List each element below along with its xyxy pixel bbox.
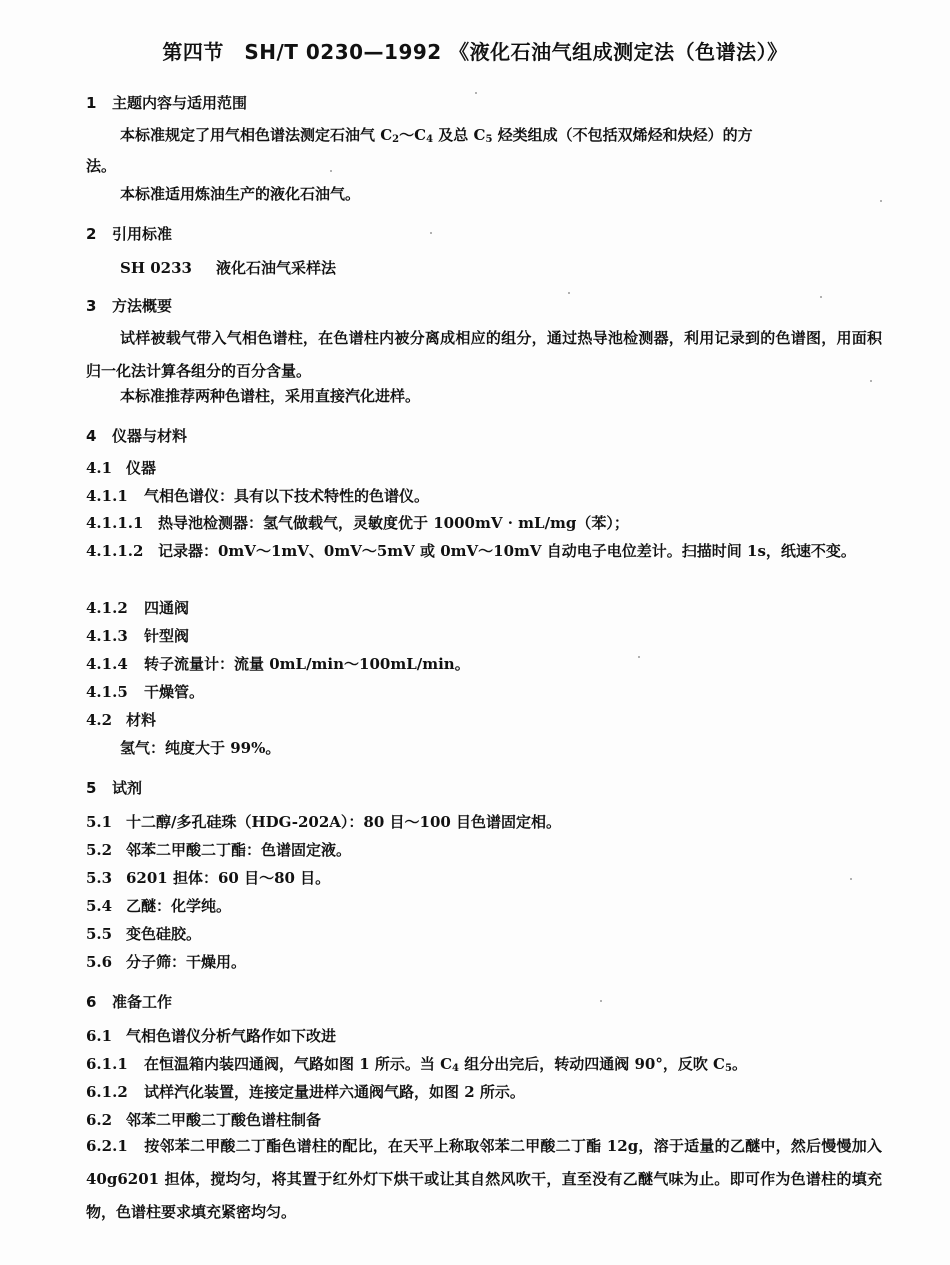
clause-text: 转子流量计：流量 0mL/min～100mL/min。: [144, 655, 470, 673]
section-number: 1: [86, 94, 97, 112]
scan-speck: [870, 380, 872, 382]
paragraph-scope-line-2: [86, 156, 116, 176]
reagent-item: [86, 952, 246, 972]
reference-standard: [120, 258, 336, 278]
section-title: 引用标准: [112, 225, 173, 243]
scan-speck: [430, 232, 432, 234]
subscript: 4: [426, 134, 434, 145]
subscript: 5: [725, 1063, 732, 1074]
clause-number: 5.6: [86, 953, 113, 971]
clause-text: 干燥管。: [144, 683, 205, 701]
clause-number: 6.1.1: [86, 1055, 128, 1073]
clause-text: 记录器：0mV～1mV、0mV～5mV 或 0mV～10mV 自动电子电位差计。扫描时间 1s，纸速不变。: [158, 542, 856, 560]
clause-number: 6.1: [86, 1027, 113, 1045]
text-run: 及总 C: [433, 126, 486, 144]
page-title: 第四节 SH/T 0230—1992 《液化石油气组成测定法（色谱法）》: [162, 40, 788, 64]
clause-4-1-1-1: [86, 513, 629, 533]
clause-4-1-4: [86, 654, 470, 674]
clause-4-2: [86, 710, 156, 730]
clause-number: 5.3: [86, 869, 113, 887]
clause-text: 十二醇/多孔硅珠（HDG-202A）：80 目～100 目色谱固定相。: [126, 813, 562, 831]
clause-text: 针型阀: [144, 627, 190, 645]
clause-number: 4.1.4: [86, 655, 128, 673]
section-title: 试剂: [112, 779, 143, 797]
text-run: 。: [731, 1055, 747, 1073]
scan-speck: [600, 1000, 602, 1002]
text-run: 法。: [86, 157, 117, 175]
reagent-item: [86, 896, 231, 916]
reagent-item: [86, 924, 201, 944]
clause-text: 邻苯二甲酸二丁酯：色谱固定液。: [126, 841, 352, 859]
clause-number: 6.2: [86, 1111, 113, 1129]
clause-number: 6.1.2: [86, 1083, 128, 1101]
clause-4-1-1: [86, 486, 429, 506]
section-title: 主题内容与适用范围: [112, 94, 248, 112]
clause-text: 变色硅胶。: [126, 925, 202, 943]
clause-text: 按邻苯二甲酸二丁酯色谱柱的配比，在天平上称取邻苯二甲酸二丁酯 12g，溶于适量的乙醚中，然后慢慢加入 40g6201 担体，搅均匀，将其置于红外灯下烘干或让其自然风吹干，直至没有乙醚气味为止。即可作为色谱柱的填充物，色谱柱要求填充紧密均匀。: [86, 1137, 882, 1221]
reference-title: 液化石油气采样法: [216, 259, 337, 277]
clause-4-2-hydrogen: 氢气：纯度大于 99%。: [120, 739, 281, 757]
clause-number: 4.1: [86, 459, 113, 477]
section-number: 2: [86, 225, 97, 243]
clause-number: 4.2: [86, 711, 113, 729]
clause-number: 4.1.1.1: [86, 514, 144, 532]
section-number: 6: [86, 993, 97, 1011]
section-number: 5: [86, 779, 97, 797]
clause-number: 4.1.3: [86, 627, 128, 645]
clause-4-1-2: [86, 598, 189, 618]
text-run: 烃类组成（不包括双烯烃和炔烃）的方: [492, 126, 753, 144]
clause-6-2: [86, 1110, 321, 1130]
reference-code: SH 0233: [120, 259, 192, 277]
scan-speck: [880, 200, 882, 202]
clause-6-1: [86, 1026, 336, 1046]
section-6-heading: [86, 992, 172, 1012]
text-run: 本标准规定了用气相色谱法测定石油气 C: [120, 126, 393, 144]
clause-6-1-2: [86, 1082, 525, 1102]
reagent-item: [86, 868, 330, 888]
clause-4-1-1-2: [86, 535, 882, 568]
section-3-heading: [86, 296, 172, 316]
clause-text: 分子筛：干燥用。: [126, 953, 247, 971]
section-2-heading: [86, 224, 172, 244]
clause-4-1-5: [86, 682, 204, 702]
clause-number: 4.1.5: [86, 683, 128, 701]
clause-text: 乙醚：化学纯。: [126, 897, 232, 915]
section-4-heading: [86, 426, 187, 446]
clause-text: 仪器: [126, 459, 157, 477]
section-number: 3: [86, 297, 97, 315]
subscript: 5: [485, 134, 493, 145]
clause-text: 四通阀: [144, 599, 190, 617]
clause-6-2-1: [86, 1130, 882, 1229]
clause-6-1-1: [86, 1054, 747, 1074]
clause-text: 试样汽化装置，连接定量进样六通阀气路，如图 2 所示。: [144, 1083, 525, 1101]
scan-speck: [850, 878, 852, 880]
paragraph-scope-line-1: [120, 125, 753, 145]
clause-number: 5.1: [86, 813, 113, 831]
section-title: 仪器与材料: [112, 427, 188, 445]
clause-number: 5.2: [86, 841, 113, 859]
section-1-heading: [86, 93, 247, 113]
clause-text: 气相色谱仪分析气路作如下改进: [126, 1027, 337, 1045]
clause-4-1-3: [86, 626, 189, 646]
section-5-heading: [86, 778, 142, 798]
text-run: 在恒温箱内装四通阀，气路如图 1 所示。当 C: [144, 1055, 453, 1073]
clause-number: 6.2.1: [86, 1137, 128, 1155]
text-run: 组分出完后，转动四通阀 90°，反吹 C: [459, 1055, 725, 1073]
clause-number: 4.1.1: [86, 487, 128, 505]
scan-speck: [820, 296, 822, 298]
scan-speck: [568, 292, 570, 294]
clause-number: 5.4: [86, 897, 113, 915]
clause-number: 4.1.2: [86, 599, 128, 617]
section-number: 4: [86, 427, 97, 445]
subscript: 4: [452, 1063, 460, 1074]
clause-text: 6201 担体：60 目～80 目。: [126, 869, 331, 887]
section-title: 准备工作: [112, 993, 173, 1011]
clause-4-1: [86, 458, 156, 478]
subscript: 2: [392, 134, 400, 145]
paragraph-applicability: 本标准适用炼油生产的液化石油气。: [120, 185, 361, 203]
scan-speck: [330, 170, 332, 172]
reagent-item: [86, 840, 351, 860]
clause-text: 材料: [126, 711, 157, 729]
clause-text: 邻苯二甲酸二丁酸色谱柱制备: [126, 1111, 322, 1129]
paragraph-method-columns: 本标准推荐两种色谱柱，采用直接汽化进样。: [120, 387, 421, 405]
clause-number: 5.5: [86, 925, 113, 943]
scan-speck: [475, 92, 477, 94]
section-title: 方法概要: [112, 297, 173, 315]
clause-number: 4.1.1.2: [86, 542, 144, 560]
clause-text: 气相色谱仪：具有以下技术特性的色谱仪。: [144, 487, 430, 505]
text-run: ～C: [399, 126, 427, 144]
scan-speck: [638, 656, 640, 658]
paragraph-method-summary: 试样被载气带入气相色谱柱，在色谱柱内被分离成相应的组分，通过热导池检测器，利用记录到的色谱图，用面积归一化法计算各组分的百分含量。: [86, 329, 882, 380]
reagent-item: [86, 812, 561, 832]
clause-text: 热导池检测器：氢气做载气，灵敏度优于 1000mV · mL/mg（苯）；: [158, 514, 629, 532]
